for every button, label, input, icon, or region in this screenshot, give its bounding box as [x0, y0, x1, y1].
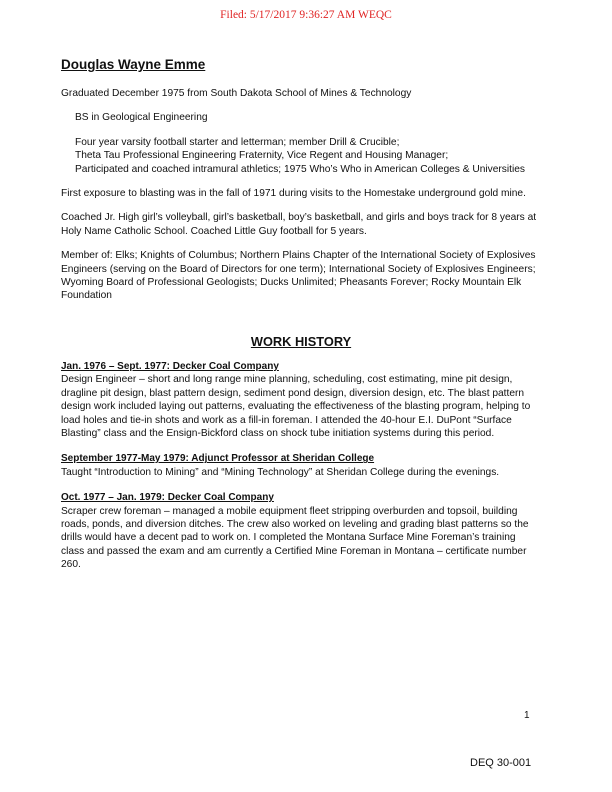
- person-name: Douglas Wayne Emme: [61, 57, 206, 72]
- activities-block: [61, 136, 541, 176]
- job-heading: September 1977-May 1979: Adjunct Professor at Sheridan College: [61, 453, 375, 465]
- activity-line: Four year varsity football starter and letterman; member Drill & Crucible;: [75, 136, 400, 148]
- education-line: Graduated December 1975 from South Dakota School of Mines & Technology: [61, 88, 412, 99]
- blasting-exposure: First exposure to blasting was in the fall of 1971 during visits to the Homestake underground gold mine.: [61, 188, 526, 200]
- filed-stamp: Filed: 5/17/2017 9:36:27 AM WEQC: [220, 9, 392, 21]
- job-heading: Oct. 1977 – Jan. 1979: Decker Coal Company: [61, 492, 274, 504]
- job-description: Taught “Introduction to Mining” and “Mining Technology” at Sheridan College during the evenings.: [61, 466, 500, 478]
- memberships-paragraph: Member of: Elks; Knights of Columbus; Northern Plains Chapter of the International Society of Explosives Engineers (serving on the Board of Directors for one term); International Society of Explosives Engineers; Wyoming Board of Professional Geologists; Ducks Unlimited; Pheasants Forever; Rocky Mountain Elk Foundation: [61, 250, 536, 302]
- page-number: 1: [524, 710, 530, 721]
- activity-line: Theta Tau Professional Engineering Fraternity, Vice Regent and Housing Manager;: [75, 150, 449, 162]
- resume-body: [61, 57, 541, 584]
- job-entry: [61, 360, 541, 440]
- activity-line: Participated and coached intramural athletics; 1975 Who’s Who in American Colleges & Universities: [75, 163, 525, 175]
- job-description: Scraper crew foreman – managed a mobile equipment fleet stripping overburden and topsoil, building roads, ponds, and diversion ditches. The crew also worked on leveling and grading blast patterns so the drills would have a decent pad to work on. I completed the Montana Surface Mine Foreman’s training class and passed the exam and am currently a Certified Mine Foreman in Montana – certificate number 260.: [61, 505, 529, 571]
- job-entry: [61, 452, 541, 479]
- degree-line: BS in Geological Engineering: [75, 112, 208, 124]
- job-heading: Jan. 1976 – Sept. 1977: Decker Coal Company: [61, 360, 279, 372]
- document-id: DEQ 30-001: [470, 757, 532, 769]
- coaching-paragraph: Coached Jr. High girl’s volleyball, girl’s basketball, boy’s basketball, and girls and boys track for 8 years at Holy Name Catholic School. Coached Little Guy football for 5 years.: [61, 212, 537, 237]
- work-history-title: WORK HISTORY: [250, 333, 352, 349]
- job-description: Design Engineer – short and long range mine planning, scheduling, cost estimating, mine pit design, dragline pit design, blast pattern design, sediment pond design, diversion design, etc. The blast pattern design work included laying out patterns, evaluating the effectiveness of the blasting program, helping to load holes and tie-in shots and work as a fill-in foreman. I attended the 40-hour E.I. DuPont “Surface Blasting” class and the Ensign-Bickford class on shock tube initiation systems during this period.: [61, 374, 531, 439]
- job-entry: [61, 491, 541, 571]
